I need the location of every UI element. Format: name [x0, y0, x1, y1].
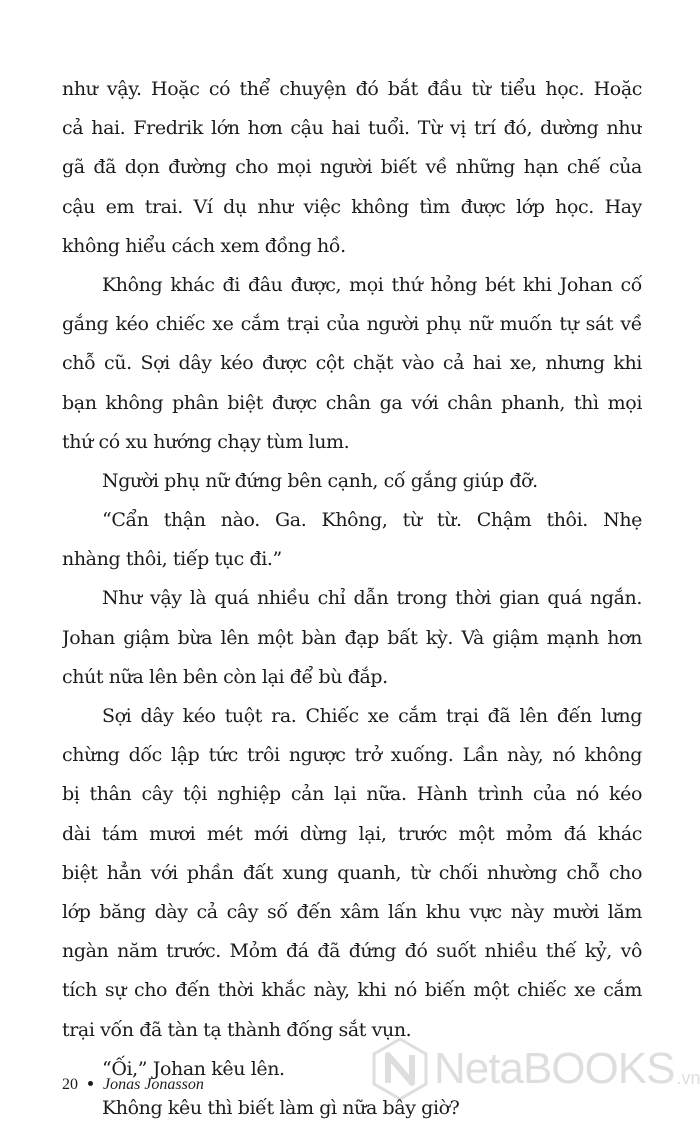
- text-line: như vậy. Hoặc có thể chuyện đó bắt đầu từ tiểu học. Hoặc: [62, 78, 642, 100]
- text-line: chừng dốc lập tức trôi ngược trở xuống. Lần này, nó không: [62, 744, 642, 767]
- text-line: “Cẩn thận nào. Ga. Không, từ từ. Chậm thôi. Nhẹ: [102, 509, 642, 532]
- text-line: Không kêu thì biết làm gì nữa bây giờ?: [102, 1096, 460, 1119]
- bullet-separator: [88, 1081, 93, 1086]
- text-line: nhàng thôi, tiếp tục đi.”: [62, 548, 282, 571]
- text-line: Johan giậm bừa lên một bàn đạp bất kỳ. Và giậm mạnh hơn: [62, 626, 642, 649]
- page-body-text: [62, 70, 642, 1128]
- page-number: 20: [62, 1076, 78, 1093]
- text-line: thứ có xu hướng chạy tùm lum.: [62, 430, 350, 453]
- watermark-brand: NetaBOOKS: [434, 1044, 675, 1093]
- text-line: Không khác đi đâu được, mọi thứ hỏng bét khi Johan cố: [102, 273, 642, 296]
- text-line: bị thân cây tội nghiệp cản lại nữa. Hành trình của nó kéo: [62, 783, 642, 806]
- text-line: Như vậy là quá nhiều chỉ dẫn trong thời gian quá ngắn.: [102, 587, 642, 610]
- text-line: trại vốn đã tàn tạ thành đống sắt vụn.: [62, 1018, 412, 1041]
- watermark-suffix: .vn: [676, 1067, 700, 1088]
- text-line: ngàn năm trước. Mỏm đá đã đứng đó suốt nhiều thế kỷ, vô: [62, 940, 642, 963]
- n-logo-icon: [372, 1037, 428, 1101]
- text-line: lớp băng dày cả cây số đến xâm lấn khu vực này mười lăm: [62, 900, 642, 923]
- publisher-watermark: [372, 1034, 700, 1104]
- text-line: biệt hẳn với phần đất xung quanh, từ chối nhường chỗ cho: [62, 861, 642, 884]
- text-line: Người phụ nữ đứng bên cạnh, cố gắng giúp đỡ.: [102, 469, 538, 492]
- text-line: “Ối,” Johan kêu lên.: [102, 1057, 285, 1080]
- text-line: bạn không phân biệt được chân ga với chân phanh, thì mọi: [62, 391, 642, 414]
- text-line: chút nữa lên bên còn lại để bù đắp.: [62, 665, 388, 688]
- page-footer: [62, 1072, 204, 1096]
- text-line: dài tám mươi mét mới dừng lại, trước một mỏm đá khác: [62, 822, 642, 845]
- text-line: cậu em trai. Ví dụ như việc không tìm được lớp học. Hay: [62, 195, 642, 218]
- text-line: chỗ cũ. Sợi dây kéo được cột chặt vào cả hai xe, nhưng khi: [62, 352, 642, 375]
- text-line: Sợi dây kéo tuột ra. Chiếc xe cắm trại đã lên đến lưng: [102, 705, 642, 727]
- text-line: gắng kéo chiếc xe cắm trại của người phụ nữ muốn tự sát về: [62, 313, 642, 336]
- text-line: không hiểu cách xem đồng hồ.: [62, 234, 346, 257]
- author-name: Jonas Jonasson: [103, 1076, 204, 1093]
- text-line: tích sự cho đến thời khắc này, khi nó biến một chiếc xe cắm: [62, 979, 642, 1002]
- text-line: gã đã dọn đường cho mọi người biết về những hạn chế của: [62, 156, 642, 179]
- text-line: cả hai. Fredrik lớn hơn cậu hai tuổi. Từ vị trí đó, dường như: [62, 117, 642, 140]
